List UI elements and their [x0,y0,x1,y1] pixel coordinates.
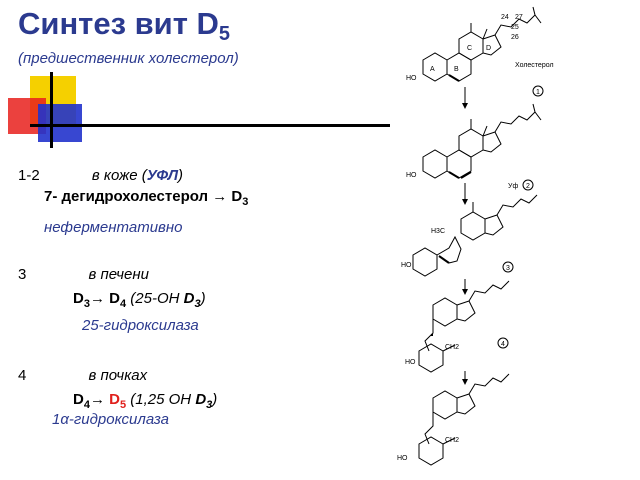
decorative-squares [0,70,400,150]
c25-label: 25 [511,24,519,31]
step-location: в коже (УФЛ) [91,167,184,184]
cholesterol-structure [423,7,541,81]
step-marker-3: 3 [506,265,510,272]
step-1-header [18,167,183,184]
step-1-reaction: 7- дегидрохолестерол → $D_3$ [44,188,249,208]
step-marker-1: 1 [536,89,540,96]
page-title: Синтез вит $D_5$ [18,6,231,45]
ring-a-label: A [430,66,435,73]
ho-label: HO [406,172,417,179]
step-3-reaction: $D_3\to D_4$ (25-OH $D_3$) [73,290,206,310]
ho-label: HO [405,359,416,366]
step-3-header [18,266,149,283]
ring-c-label: C [467,45,473,52]
step-3-enzyme: 25-гидроксилаза [82,317,199,334]
vitamin-d-synthesis-diagram [395,5,640,475]
ho-label: HO [406,75,417,82]
step-location: в почках [88,367,148,384]
ho-label: HO [401,262,412,269]
ho-label: HO [397,455,408,462]
page-subtitle: (предшественник холестерол) [18,50,239,67]
step-number: 4 [18,367,27,384]
step-1-note: неферментативно [44,219,183,236]
cholesterol-label: Холестерол [515,62,554,69]
step-4-header [18,367,147,384]
dehydrocholesterol-structure [423,104,541,178]
uv-label: Уф [508,183,519,190]
step-number: 1-2 [18,167,40,184]
ring-d-label: D [486,45,492,52]
c26-label: 26 [511,34,519,41]
step-location: в печени [88,266,149,283]
step-number: 3 [18,266,27,283]
step-4-reaction: $D_4\to D_5$ (1,25 OH $D_3$) [73,391,218,411]
step-marker-4: 4 [501,341,505,348]
ring-b-label: B [454,66,459,73]
vitamin-d3-structure [419,281,509,372]
c27-label: 27 [515,14,523,21]
step-marker-2: 2 [526,183,530,190]
c24-label: 24 [501,14,509,21]
ch2-label: CH2 [445,437,460,444]
step-4-enzyme: 1α-гидроксилаза [52,411,169,428]
ch2-label: CH2 [445,344,460,351]
previtamin-structure [413,195,537,276]
calcitriol-structure [419,374,509,465]
h3c-label: H3C [431,228,446,235]
